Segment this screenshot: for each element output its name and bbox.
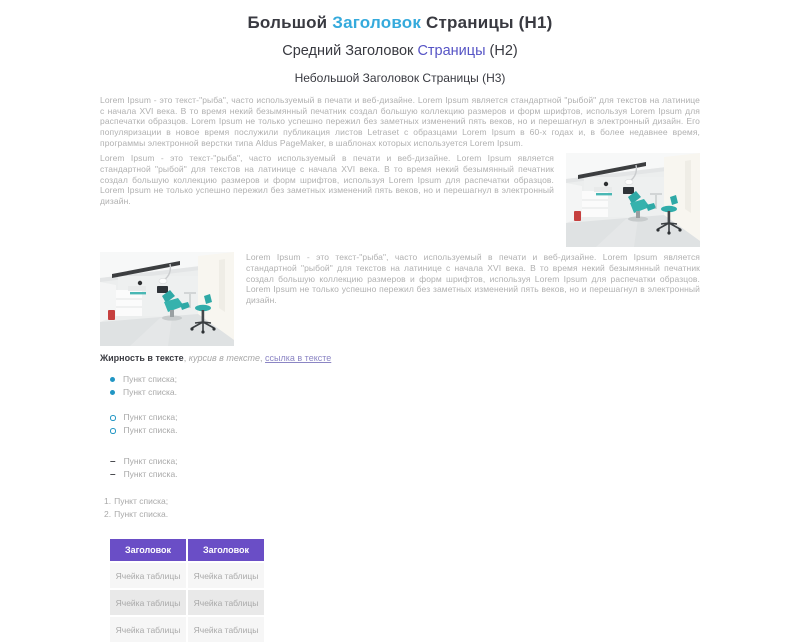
list-item	[110, 411, 700, 424]
text-styles-line	[100, 353, 700, 363]
h1-accent-word: Заголовок	[332, 13, 422, 32]
paragraph-with-right-image: Lorem Ipsum - это текст-"рыба", часто используемый в печати и веб-дизайне. Lorem Ipsum является стандартной "рыбой" для текстов на латинице с начала XVI века. В то время некий безымянный печатник создал большую коллекцию размеров и форм шрифтов, используя Lorem Ipsum для распечатки образцов. Lorem Ipsum не только успешно пережил без заметных изменений пять веков, но и перешагнул в электронный дизайн.	[100, 153, 554, 207]
section-image-right	[100, 153, 700, 247]
h2-text-post: (H2)	[485, 42, 518, 59]
dental-clinic-photo-icon	[566, 153, 700, 247]
numbered-list	[100, 495, 700, 521]
bold-text-sample: Жирность в тексте	[100, 353, 184, 364]
page-title-h1	[100, 0, 700, 33]
list-item	[110, 424, 700, 437]
dental-clinic-image-left	[100, 252, 234, 346]
text-link-sample[interactable]: ссылка в тексте	[265, 353, 332, 364]
section-image-left	[100, 252, 700, 346]
dash-marker-icon: –	[110, 455, 116, 467]
italic-text-sample: курсив в тексте	[188, 353, 261, 364]
bullet-list-hollow	[100, 411, 700, 437]
table-header-row	[110, 539, 264, 561]
list-number: 1.	[104, 496, 112, 507]
demo-table	[108, 537, 266, 644]
table-cell: Ячейка таблицы	[110, 563, 186, 588]
list-item	[110, 468, 700, 481]
dash-marker-icon: –	[110, 468, 116, 480]
list-item	[110, 386, 700, 399]
table-row	[110, 617, 264, 642]
list-item	[104, 508, 700, 521]
bullet-list-filled	[100, 373, 700, 399]
dental-clinic-image-right	[566, 153, 700, 247]
list-item	[104, 495, 700, 508]
table-row	[110, 590, 264, 615]
list-item-label: Пункт списка.	[123, 425, 178, 436]
list-item-label: Пункт списка;	[123, 374, 177, 385]
list-item	[110, 373, 700, 386]
table-header-cell: Заголовок	[188, 539, 264, 561]
typography-page	[100, 0, 700, 644]
list-item-label: Пункт списка.	[123, 469, 178, 480]
table-row	[110, 563, 264, 588]
page-title-h3: Небольшой Заголовок Страницы (H3)	[294, 70, 506, 85]
hollow-bullet-icon	[110, 415, 116, 421]
list-number: 2.	[104, 509, 112, 520]
table-cell: Ячейка таблицы	[188, 590, 264, 615]
dental-clinic-photo-icon	[100, 252, 234, 346]
table-head	[110, 539, 264, 561]
table-cell: Ячейка таблицы	[188, 617, 264, 642]
paragraph-with-left-image: Lorem Ipsum - это текст-"рыба", часто используемый в печати и веб-дизайне. Lorem Ipsum является стандартной "рыбой" для текстов на латинице с начала XVI века. В то время некий безымянный печатник создал большую коллекцию размеров и форм шрифтов, используя Lorem Ipsum для распечатки образцов. Lorem Ipsum не только успешно пережил без заметных изменений пять веков, но и перешагнул в электронный дизайн.	[246, 252, 700, 306]
list-item-label: Пункт списка.	[123, 387, 177, 398]
page-title-h2	[100, 44, 700, 60]
table-cell: Ячейка таблицы	[110, 590, 186, 615]
list-item-label: Пункт списка;	[114, 496, 169, 507]
h1-text-pre: Большой	[247, 13, 333, 32]
table-cell: Ячейка таблицы	[188, 563, 264, 588]
dash-list	[100, 455, 700, 481]
h2-text-pre: Средний Заголовок	[282, 42, 418, 59]
separator: ,	[183, 353, 189, 364]
intro-paragraph: Lorem Ipsum - это текст-"рыба", часто используемый в печати и веб-дизайне. Lorem Ipsum является стандартной "рыбой" для текстов на латинице с начала XVI века. В то время некий безымянный печатник создал большую коллекцию размеров и форм шрифтов, используя Lorem Ipsum для распечатки образцов. Lorem Ipsum не только успешно пережил без заметных изменений пять веков, но и перешагнул в электронный дизайн. Его популяризации в новое время послужили публикация листов Letraset с образцами Lorem Ipsum в 60-х годах и, в более недавнее время, программы электронной верстки типа Aldus PageMaker, в шаблонах которых используется Lorem Ipsum.	[100, 94, 700, 148]
separator: ,	[260, 353, 266, 364]
list-item-label: Пункт списка;	[123, 456, 178, 467]
hollow-bullet-icon	[110, 428, 116, 434]
h1-text-post: Страницы (H1)	[421, 13, 553, 32]
list-item-label: Пункт списка;	[123, 412, 178, 423]
filled-bullet-icon	[110, 390, 115, 395]
h2-accent-word: Страницы	[417, 42, 486, 59]
table-header-cell: Заголовок	[110, 539, 186, 561]
table-cell: Ячейка таблицы	[110, 617, 186, 642]
list-item-label: Пункт списка.	[114, 509, 169, 520]
list-item	[110, 455, 700, 468]
table-body	[110, 563, 264, 642]
filled-bullet-icon	[110, 377, 115, 382]
